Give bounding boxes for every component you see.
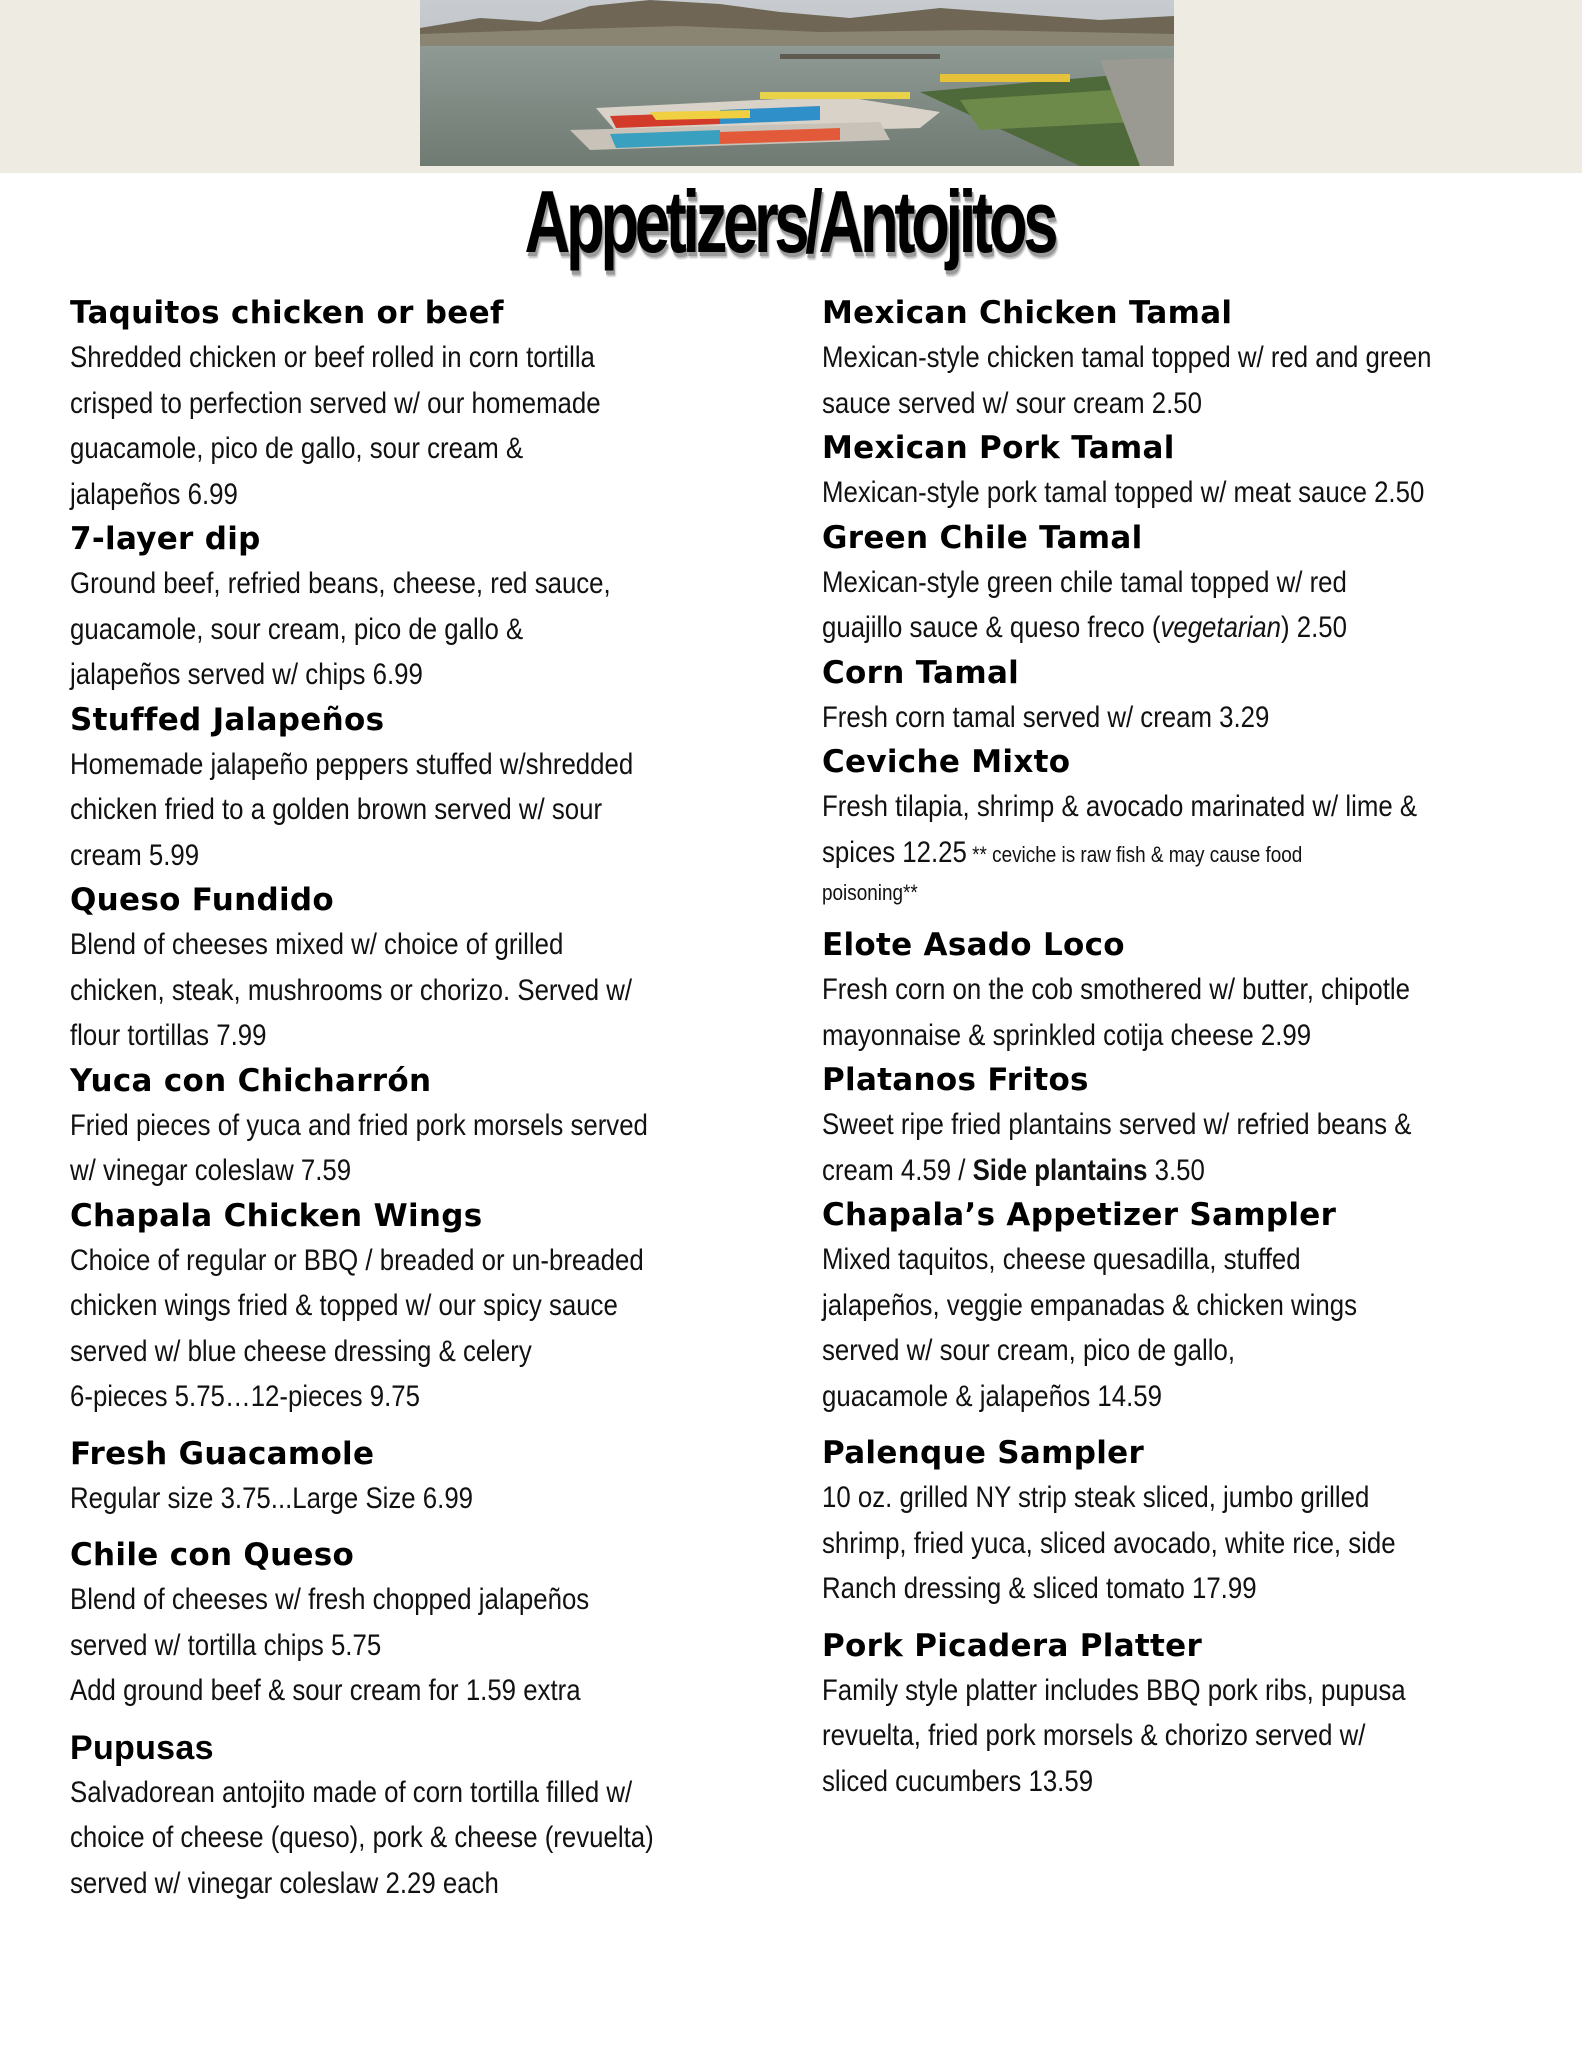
desc-bold-text: Side plantains: [972, 1153, 1148, 1187]
item-desc-line: served w/ blue cheese dressing & celery: [70, 1334, 532, 1368]
menu-item: [822, 923, 1522, 1058]
spacer: [70, 1714, 770, 1726]
item-desc-line: guacamole, pico de gallo, sour cream &: [70, 432, 524, 465]
item-name: Ceviche Mixto: [822, 744, 1071, 780]
item-desc-line: Blend of cheeses mixed w/ choice of grilled: [70, 928, 564, 961]
item-name: Platanos Fritos: [822, 1062, 1089, 1098]
item-desc-line: chicken, steak, mushrooms or chorizo. Served w/: [70, 973, 633, 1007]
item-name: 7-layer dip: [70, 521, 261, 557]
desc-italic-text: vegetarian: [1160, 611, 1281, 644]
item-desc-line: Mexican-style pork tamal topped w/ meat sauce 2.50: [822, 476, 1425, 509]
item-desc-line: served w/ sour cream, pico de gallo,: [822, 1334, 1236, 1367]
item-desc-line: Regular size 3.75...Large Size 6.99: [70, 1481, 474, 1515]
item-name: Taquitos chicken or beef: [70, 295, 504, 331]
item-desc-line: Fresh tilapia, shrimp & avocado marinated w/ lime &: [822, 790, 1418, 823]
desc-text: ) 2.50: [1280, 611, 1347, 644]
spacer: [822, 911, 1522, 923]
menu-item: [70, 1194, 770, 1420]
item-desc-line: mayonnaise & sprinkled cotija cheese 2.99: [822, 1018, 1312, 1052]
item-desc-line: Choice of regular or BBQ / breaded or un-breaded: [70, 1243, 644, 1277]
item-desc-line: Mexican-style green chile tamal topped w/ red: [822, 565, 1347, 599]
item-desc-line: Ground beef, refried beans, cheese, red sauce,: [70, 567, 611, 600]
item-name: Fresh Guacamole: [70, 1435, 375, 1472]
item-desc-line: Ranch dressing & sliced tomato 17.99: [822, 1572, 1257, 1605]
item-desc-line: crisped to perfection served w/ our homemade: [70, 386, 601, 420]
item-desc-line: 6-pieces 5.75…12-pieces 9.75: [70, 1380, 420, 1413]
item-name: Chile con Queso: [70, 1537, 355, 1573]
item-desc-line: [822, 1148, 1424, 1194]
spacer: [70, 1521, 770, 1533]
item-desc-line: Shredded chicken or beef rolled in corn tortilla: [70, 341, 595, 374]
warning-note: poisoning**: [822, 880, 918, 905]
menu-item: [70, 517, 770, 698]
item-name: Corn Tamal: [822, 654, 1020, 691]
item-desc-line: served w/ tortilla chips 5.75: [70, 1628, 382, 1662]
menu-item: [70, 1533, 770, 1714]
menu-item: [70, 878, 770, 1059]
item-name: Stuffed Jalapeños: [70, 701, 385, 738]
item-desc-line: Mixed taquitos, cheese quesadilla, stuffed: [822, 1243, 1301, 1276]
item-desc-line: Salvadorean antojito made of corn tortilla filled w/: [70, 1775, 633, 1809]
lake-boats-photo: [420, 0, 1174, 166]
item-desc-line: cream 5.99: [70, 838, 200, 872]
item-desc-line: Fresh corn on the cob smothered w/ butter, chipotle: [822, 973, 1410, 1006]
item-desc-line: chicken wings fried & topped w/ our spicy sauce: [70, 1289, 618, 1322]
menu-item: [822, 1193, 1522, 1419]
spacer: [70, 1420, 770, 1432]
item-desc-line: Mexican-style chicken tamal topped w/ red and green: [822, 341, 1432, 374]
item-desc-line: chicken fried to a golden brown served w/ sour: [70, 793, 603, 826]
item-desc-line: guacamole, sour cream, pico de gallo &: [70, 612, 524, 646]
menu-item: [70, 698, 770, 879]
desc-text: cream 4.59 /: [822, 1153, 973, 1187]
menu-item: [822, 740, 1522, 911]
item-name: Yuca con Chicharrón: [70, 1062, 432, 1099]
item-name: Mexican Pork Tamal: [822, 430, 1175, 466]
item-desc-line: Sweet ripe fried plantains served w/ refried beans &: [822, 1108, 1412, 1141]
item-name: Pupusas: [70, 1728, 214, 1767]
item-name: Green Chile Tamal: [822, 519, 1143, 556]
item-desc-line: [822, 605, 1424, 651]
item-desc-line: jalapeños, veggie empanadas & chicken wings: [822, 1288, 1357, 1322]
item-name: Mexican Chicken Tamal: [822, 295, 1233, 331]
item-name: Queso Fundido: [70, 882, 334, 918]
warning-note: ** ceviche is raw fish & may cause food: [966, 841, 1303, 867]
item-name: Chapala’s Appetizer Sampler: [822, 1197, 1337, 1233]
item-desc-line: jalapeños served w/ chips 6.99: [70, 658, 423, 691]
item-desc-line: choice of cheese (queso), pork & cheese (revuelta): [70, 1821, 654, 1854]
item-desc-line: sliced cucumbers 13.59: [822, 1764, 1094, 1798]
item-name: Palenque Sampler: [822, 1435, 1145, 1471]
spacer: [822, 1612, 1522, 1624]
desc-text: spices 12.25: [822, 835, 967, 869]
menu-item: [822, 651, 1522, 741]
menu-item: [822, 291, 1522, 426]
item-desc-line: jalapeños 6.99: [70, 477, 238, 511]
item-desc-line: Blend of cheeses w/ fresh chopped jalapeños: [70, 1583, 590, 1616]
item-desc-line: w/ vinegar coleslaw 7.59: [70, 1154, 352, 1187]
desc-text: guajillo sauce & queso freco (: [822, 611, 1161, 644]
page-title: Appetizers/Antojitos: [524, 172, 1055, 271]
item-desc-line: shrimp, fried yuca, sliced avocado, white rice, side: [822, 1526, 1396, 1560]
spacer: [822, 1419, 1522, 1431]
item-desc-line: Homemade jalapeño peppers stuffed w/shredded: [70, 747, 634, 781]
item-desc-line: served w/ vinegar coleslaw 2.29 each: [70, 1866, 499, 1900]
desc-text: 3.50: [1147, 1153, 1205, 1187]
menu-item: [70, 1432, 770, 1522]
item-desc-line: sauce served w/ sour cream 2.50: [822, 386, 1203, 420]
menu-item: [70, 1059, 770, 1194]
item-desc-line: [822, 830, 1424, 876]
item-desc-line: Family style platter includes BBQ pork ribs, pupusa: [822, 1673, 1406, 1707]
left-column: [70, 291, 770, 1906]
item-name: Elote Asado Loco: [822, 927, 1125, 963]
item-desc-line: Fried pieces of yuca and fried pork morsels served: [70, 1108, 648, 1142]
menu-item: [822, 1431, 1522, 1612]
item-desc-line: 10 oz. grilled NY strip steak sliced, jumbo grilled: [822, 1481, 1370, 1514]
right-column: [822, 291, 1522, 1804]
item-name: Pork Picadera Platter: [822, 1627, 1203, 1664]
item-desc-line: guacamole & jalapeños 14.59: [822, 1379, 1162, 1413]
menu-item: [70, 291, 770, 517]
menu-item: [822, 1058, 1522, 1193]
menu-item: [70, 1726, 770, 1907]
menu-item: [822, 1624, 1522, 1805]
item-desc-line: flour tortillas 7.99: [70, 1019, 267, 1052]
menu-item: [822, 516, 1522, 651]
item-desc-line: Fresh corn tamal served w/ cream 3.29: [822, 700, 1270, 734]
item-desc-line: revuelta, fried pork morsels & chorizo served w/: [822, 1719, 1366, 1752]
item-desc-line: Add ground beef & sour cream for 1.59 extra: [70, 1674, 581, 1707]
menu-item: [822, 426, 1522, 516]
item-name: Chapala Chicken Wings: [70, 1197, 483, 1234]
